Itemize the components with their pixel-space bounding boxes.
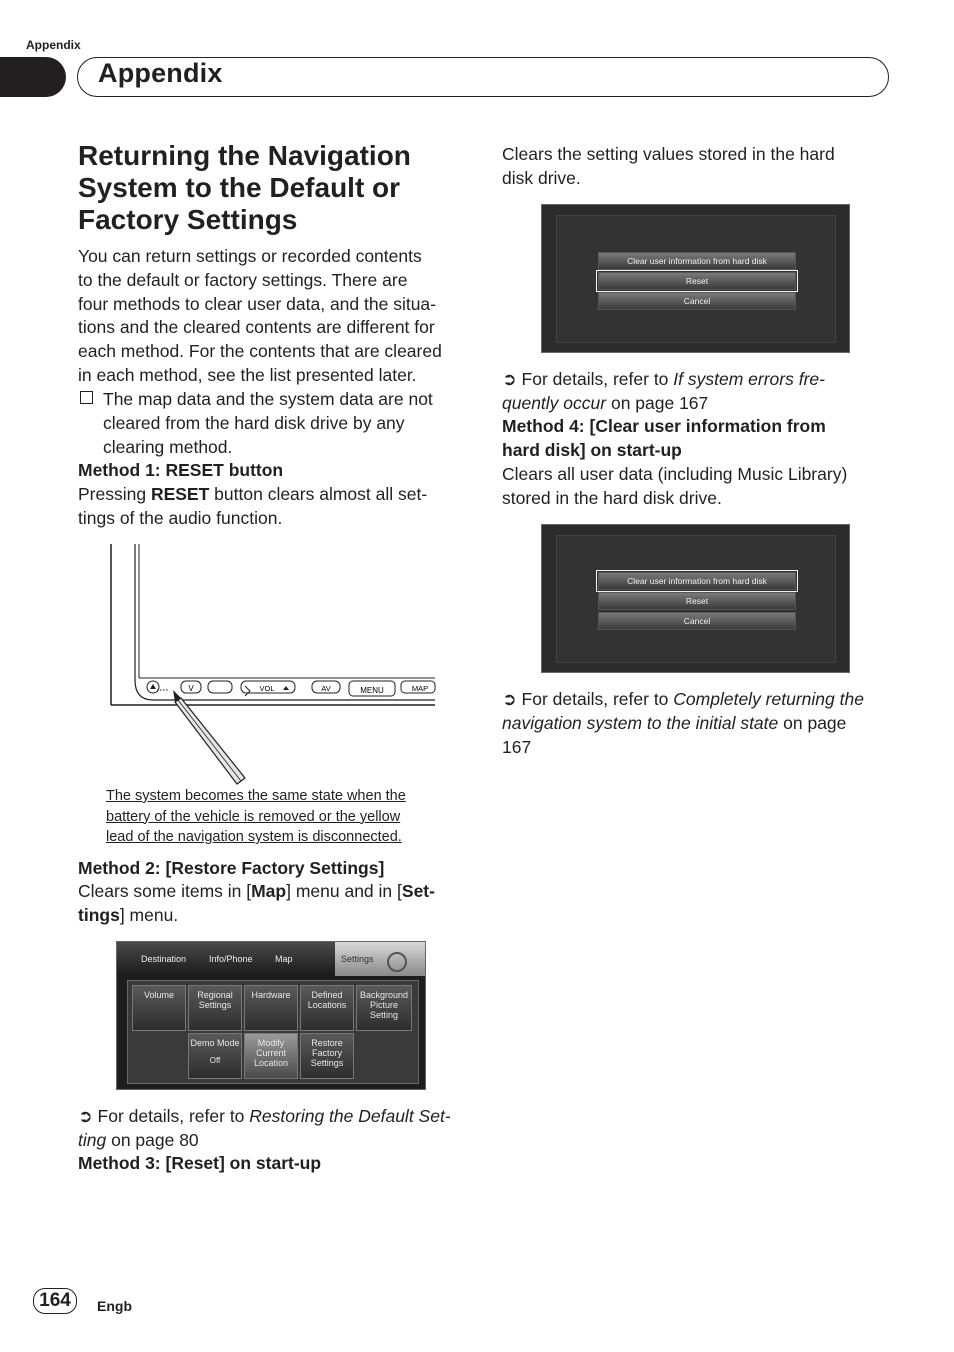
clear-user-info-option: Clear user information from hard disk — [598, 252, 796, 270]
running-head: Appendix — [26, 38, 81, 52]
hardware-item: Hardware — [244, 985, 298, 1031]
method2-desc: Clears some items in [Map] menu and in [Set- tings] menu. — [78, 881, 435, 925]
demo-mode-item: Demo Mode Off — [188, 1033, 242, 1079]
defined-locations-item: Defined Locations — [300, 985, 354, 1031]
settings-menu-screenshot — [116, 941, 426, 1090]
reset-option: Reset — [598, 592, 796, 610]
method3-title: Method 3: [Reset] on start-up — [78, 1153, 322, 1173]
restore-factory-settings-item: Restore Factory Settings — [300, 1033, 354, 1079]
modify-current-location-item: Modify Current Location — [244, 1033, 298, 1079]
page-number: 164 — [33, 1288, 77, 1314]
clear-user-info-option: Clear user information from hard disk — [598, 572, 796, 590]
arrow-icon: ➲ — [78, 1106, 93, 1126]
method4-desc: Clears all user data (including Music Library) stored in the hard disk drive. — [502, 464, 848, 508]
page-heading: Returning the Navigation System to the Default or Factory Settings — [78, 140, 411, 235]
tab-settings: Settings — [335, 942, 425, 976]
volume-item: Volume — [132, 985, 186, 1031]
device-caption: The system becomes the same state when the battery of the vehicle is removed or the yellow lead of the navigation system is disconnected. — [106, 788, 406, 845]
arrow-icon: ➲ — [502, 689, 517, 709]
device-illustration — [105, 540, 440, 785]
vol-button-label: VOL — [259, 684, 275, 693]
method1-desc: Pressing RESET button clears almost all set- tings of the audio function. — [78, 484, 428, 528]
reset-screen-screenshot — [541, 204, 850, 353]
method2-reference: ➲ For details, refer to Restoring the Default Set- ting on page 80 — [78, 1106, 451, 1150]
section-title: Appendix — [98, 58, 223, 88]
intro-paragraph: You can return settings or recorded contents to the default or factory settings. There are four methods to clear user data, and the situa- tions and the cleared contents are different for each method. For the contents that are cleared in each method, see the list presented later. — [78, 246, 442, 385]
tab-destination: Destination — [141, 954, 187, 964]
method2-title: Method 2: [Restore Factory Settings] — [78, 858, 385, 878]
stylus-icon — [173, 690, 245, 784]
section-tab-marker — [0, 57, 66, 97]
cancel-option: Cancel — [598, 292, 796, 310]
method3-reference: ➲ For details, refer to If system errors fre- quently occur on page 167 — [502, 369, 825, 413]
reset-option: Reset — [598, 272, 796, 290]
tab-info-phone: Info/Phone — [209, 954, 253, 964]
gear-icon — [387, 952, 407, 972]
av-button-label: AV — [321, 684, 331, 693]
clear-user-info-screenshot — [541, 524, 850, 673]
regional-settings-item: Regional Settings — [188, 985, 242, 1031]
v-button-label: V — [188, 684, 194, 693]
tab-map: Map — [275, 954, 293, 964]
method3-desc: Clears the setting values stored in the hard disk drive. — [502, 144, 835, 188]
note-checkbox-icon — [80, 391, 93, 404]
settings-grid — [127, 980, 419, 1084]
language-code: Engb — [97, 1298, 132, 1314]
note-item: The map data and the system data are not cleared from the hard disk drive by any clearing method. — [80, 388, 433, 459]
method4-title: Method 4: [Clear user information from hard disk] on start-up — [502, 416, 826, 460]
arrow-icon: ➲ — [502, 369, 517, 389]
method1-title: Method 1: RESET button — [78, 460, 284, 480]
menu-button-label: MENU — [360, 686, 384, 695]
cancel-option: Cancel — [598, 612, 796, 630]
map-button-label: MAP — [411, 684, 429, 693]
background-picture-item: Background Picture Setting — [356, 985, 412, 1031]
method4-reference: ➲ For details, refer to Completely returning the navigation system to the initial state on page 167 — [502, 689, 864, 757]
